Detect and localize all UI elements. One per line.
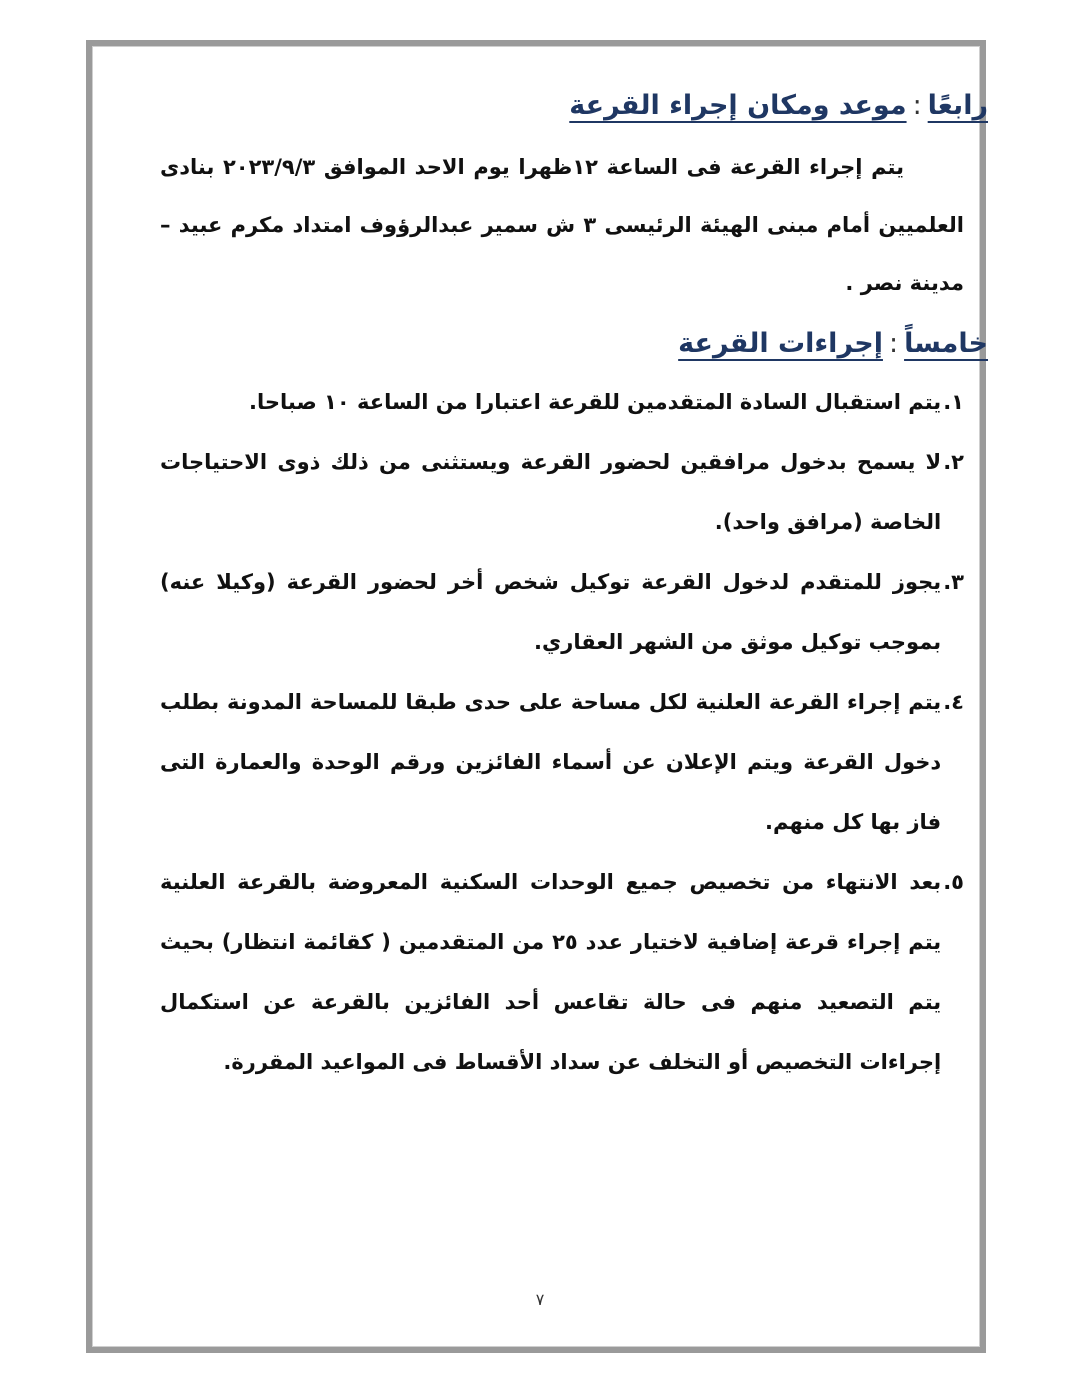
section-5-title: إجراءات القرعة: [678, 328, 883, 359]
section-5-separator: :: [888, 328, 899, 359]
list-item-text: لا يسمح بدخول مرافقين لحضور القرعة ويستثنى من ذلك ذوى الاحتياجات الخاصة (مرافق واحد).: [160, 450, 942, 534]
section-5-heading: [160, 316, 988, 372]
list-item: [160, 372, 964, 432]
section-4-prefix: رابعًا: [927, 90, 988, 121]
list-item: [160, 432, 964, 552]
section-4-separator: :: [912, 90, 922, 121]
list-item-text: بعد الانتهاء من تخصيص جميع الوحدات السكنية المعروضة بالقرعة العلنية يتم إجراء قرعة إضافية لاختيار عدد ٢٥ من المتقدمين ( كقائمة انتظار) بحيث يتم التصعيد منهم فى حالة تقاعس أحد الفائزين بالقرعة عن استكمال إجراءات التخصيص أو التخلف عن سداد الأقساط فى المواعيد المقررة.: [160, 870, 942, 1074]
list-item-number: ٢.: [943, 450, 964, 474]
section-4-paragraph: يتم إجراء القرعة فى الساعة ١٢ظهرا يوم الاحد الموافق ٢٠٢٣/٩/٣ بنادى العلميين أمام مبنى الهيئة الرئيسى ٣ ش سمير عبدالرؤوف امتداد مكرم عبيد – مدينة نصر .: [160, 155, 964, 295]
list-item-number: ١.: [943, 390, 964, 414]
list-item-text: يتم استقبال السادة المتقدمين للقرعة اعتبارا من الساعة ١٠ صباحا.: [248, 390, 942, 414]
list-item: [160, 552, 964, 672]
section-4-heading: [160, 78, 988, 134]
list-item-number: ٣.: [943, 570, 964, 594]
page-number: ٧: [535, 1290, 545, 1309]
section-4-title: موعد ومكان إجراء القرعة: [569, 90, 907, 121]
list-item-number: ٥.: [943, 870, 964, 894]
list-item: [160, 672, 964, 852]
section-5-prefix: خامساً: [904, 328, 988, 359]
list-item-number: ٤.: [943, 690, 964, 714]
list-item: [160, 852, 964, 1092]
procedures-list: [160, 372, 964, 1092]
document-content: [160, 78, 988, 1092]
list-item-text: يتم إجراء القرعة العلنية لكل مساحة على حدى طبقا للمساحة المدونة بطلب دخول القرعة ويتم الإعلان عن أسماء الفائزين ورقم الوحدة والعمارة التى فاز بها كل منهم.: [160, 690, 942, 834]
list-item-text: يجوز للمتقدم لدخول القرعة توكيل شخص أخر لحضور القرعة (وكيلا عنه) بموجب توكيل موثق من الشهر العقاري.: [160, 570, 942, 654]
